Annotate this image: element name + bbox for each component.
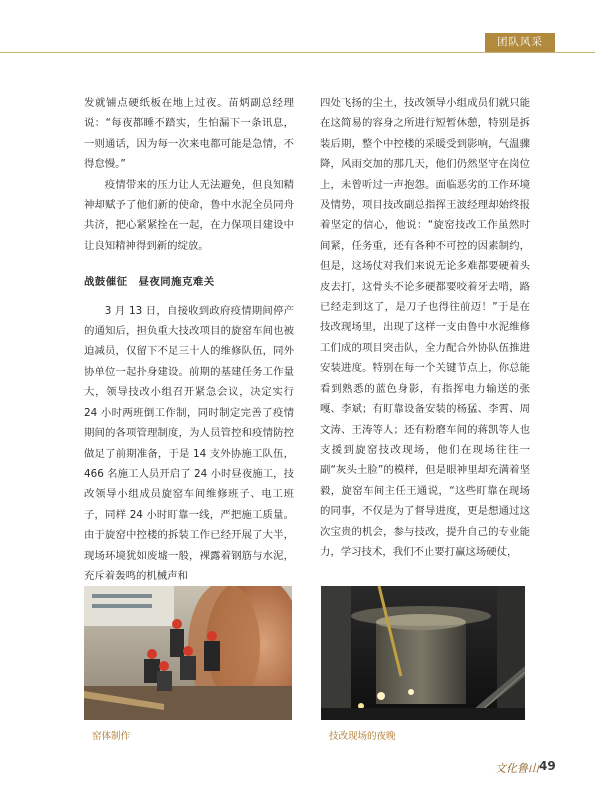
paragraph: 3 月 13 日，自接收到政府疫情期间停产的通知后，担负重大技改项目的旋窑车间也被迫减员，仅留下不足三十人的维修队伍，同外协单位一起扑身建设。前期的基建任务工作量大，领导技改小组召开紧急会议，决定实行 24 小时两班倒工作制，同时制定完善了疫情期间的各项管理制度，为人员管控和疫情防控做足了前期准备，于是 14 支外协施工队伍，466 名施工人员开启了 24 小时昼夜施工，技改领导小组成员旋窑车间维修班子、电工班子，同样 24 小时盯靠一线，严把施工质量。由于旋窑中控楼的拆装工作已经开展了大半，现场环境犹如废墟一般，裸露着钢筋与水泥，充斥着轰鸣的机械声和 bbox=[84, 304, 294, 582]
section-label: 团队风采 bbox=[485, 33, 555, 52]
header-rule bbox=[0, 52, 595, 53]
page-number: 49 bbox=[539, 759, 556, 773]
left-text-column bbox=[84, 93, 294, 586]
paragraph: 疫情带来的压力让人无法避免，但良知精神却赋予了他们新的使命，鲁中水泥全员同舟共济，把心紧紧拴在一起，在力保项目建设中让良知精神得到新的绽放。 bbox=[84, 178, 294, 252]
magazine-brand: 文化鲁山 bbox=[495, 762, 539, 775]
photo-caption: 技改现场的夜晚 bbox=[329, 731, 396, 742]
night-site-photo bbox=[321, 586, 525, 720]
section-heading: 战鼓催征 昼夜同施克难关 bbox=[84, 276, 215, 289]
paragraph: 四处飞扬的尘土，技改领导小组成员们就只能在这简易的容身之所进行短暂休憩，特别是拆装后期，整个中控楼的采暖受到影响，气温骤降，风雨交加的那几天，他们仍然坚守在岗位上，未曾听过一声抱怨。面临恶劣的工作环境及情势，项目技改副总指挥王波经理却始终报着坚定的信心，他说：“旋窑技改工作虽然时间紧，任务重，还有各种不可控的因素制约，但是，这场仗对我们来说无论多难都要硬着头皮去打，这骨头不论多硬都要咬着牙去啃，路已经走到这了，是刀子也得往前迈！”于是在技改现场里，出现了这样一支由鲁中水泥维修工们成的项目突击队，全力配合外协队伍推进安装进度。特别在每一个关键节点上，你总能看到熟悉的蓝色身影，有指挥电力输送的张嘎、李斌；有盯靠设备安装的杨猛、李霄、周文涛、王涛等人；还有粉磨车间的蒋凯等人也支援到旋窑技改现场，他们在现场往往一副“灰头土脸”的模样，但是眼神里却充满着坚毅，旋窑车间主任王通说，“这些盯靠在现场的同事，不仅是为了督导进度，更是想通过这次宝贵的机会，参与技改，提升自己的专业能力，学习技术，我们不止要打赢这场硬仗， bbox=[320, 97, 530, 558]
right-text-column bbox=[320, 93, 530, 562]
paragraph: 发就铺点硬纸板在地上过夜。苗炳副总经理说：“每夜都睡不踏实，生怕漏下一条讯息，一则通话，因为每一次来电都可能是急情，不得怠慢。” bbox=[84, 97, 294, 171]
kiln-fabrication-photo bbox=[84, 586, 292, 720]
photo-caption: 窑体制作 bbox=[92, 731, 131, 742]
